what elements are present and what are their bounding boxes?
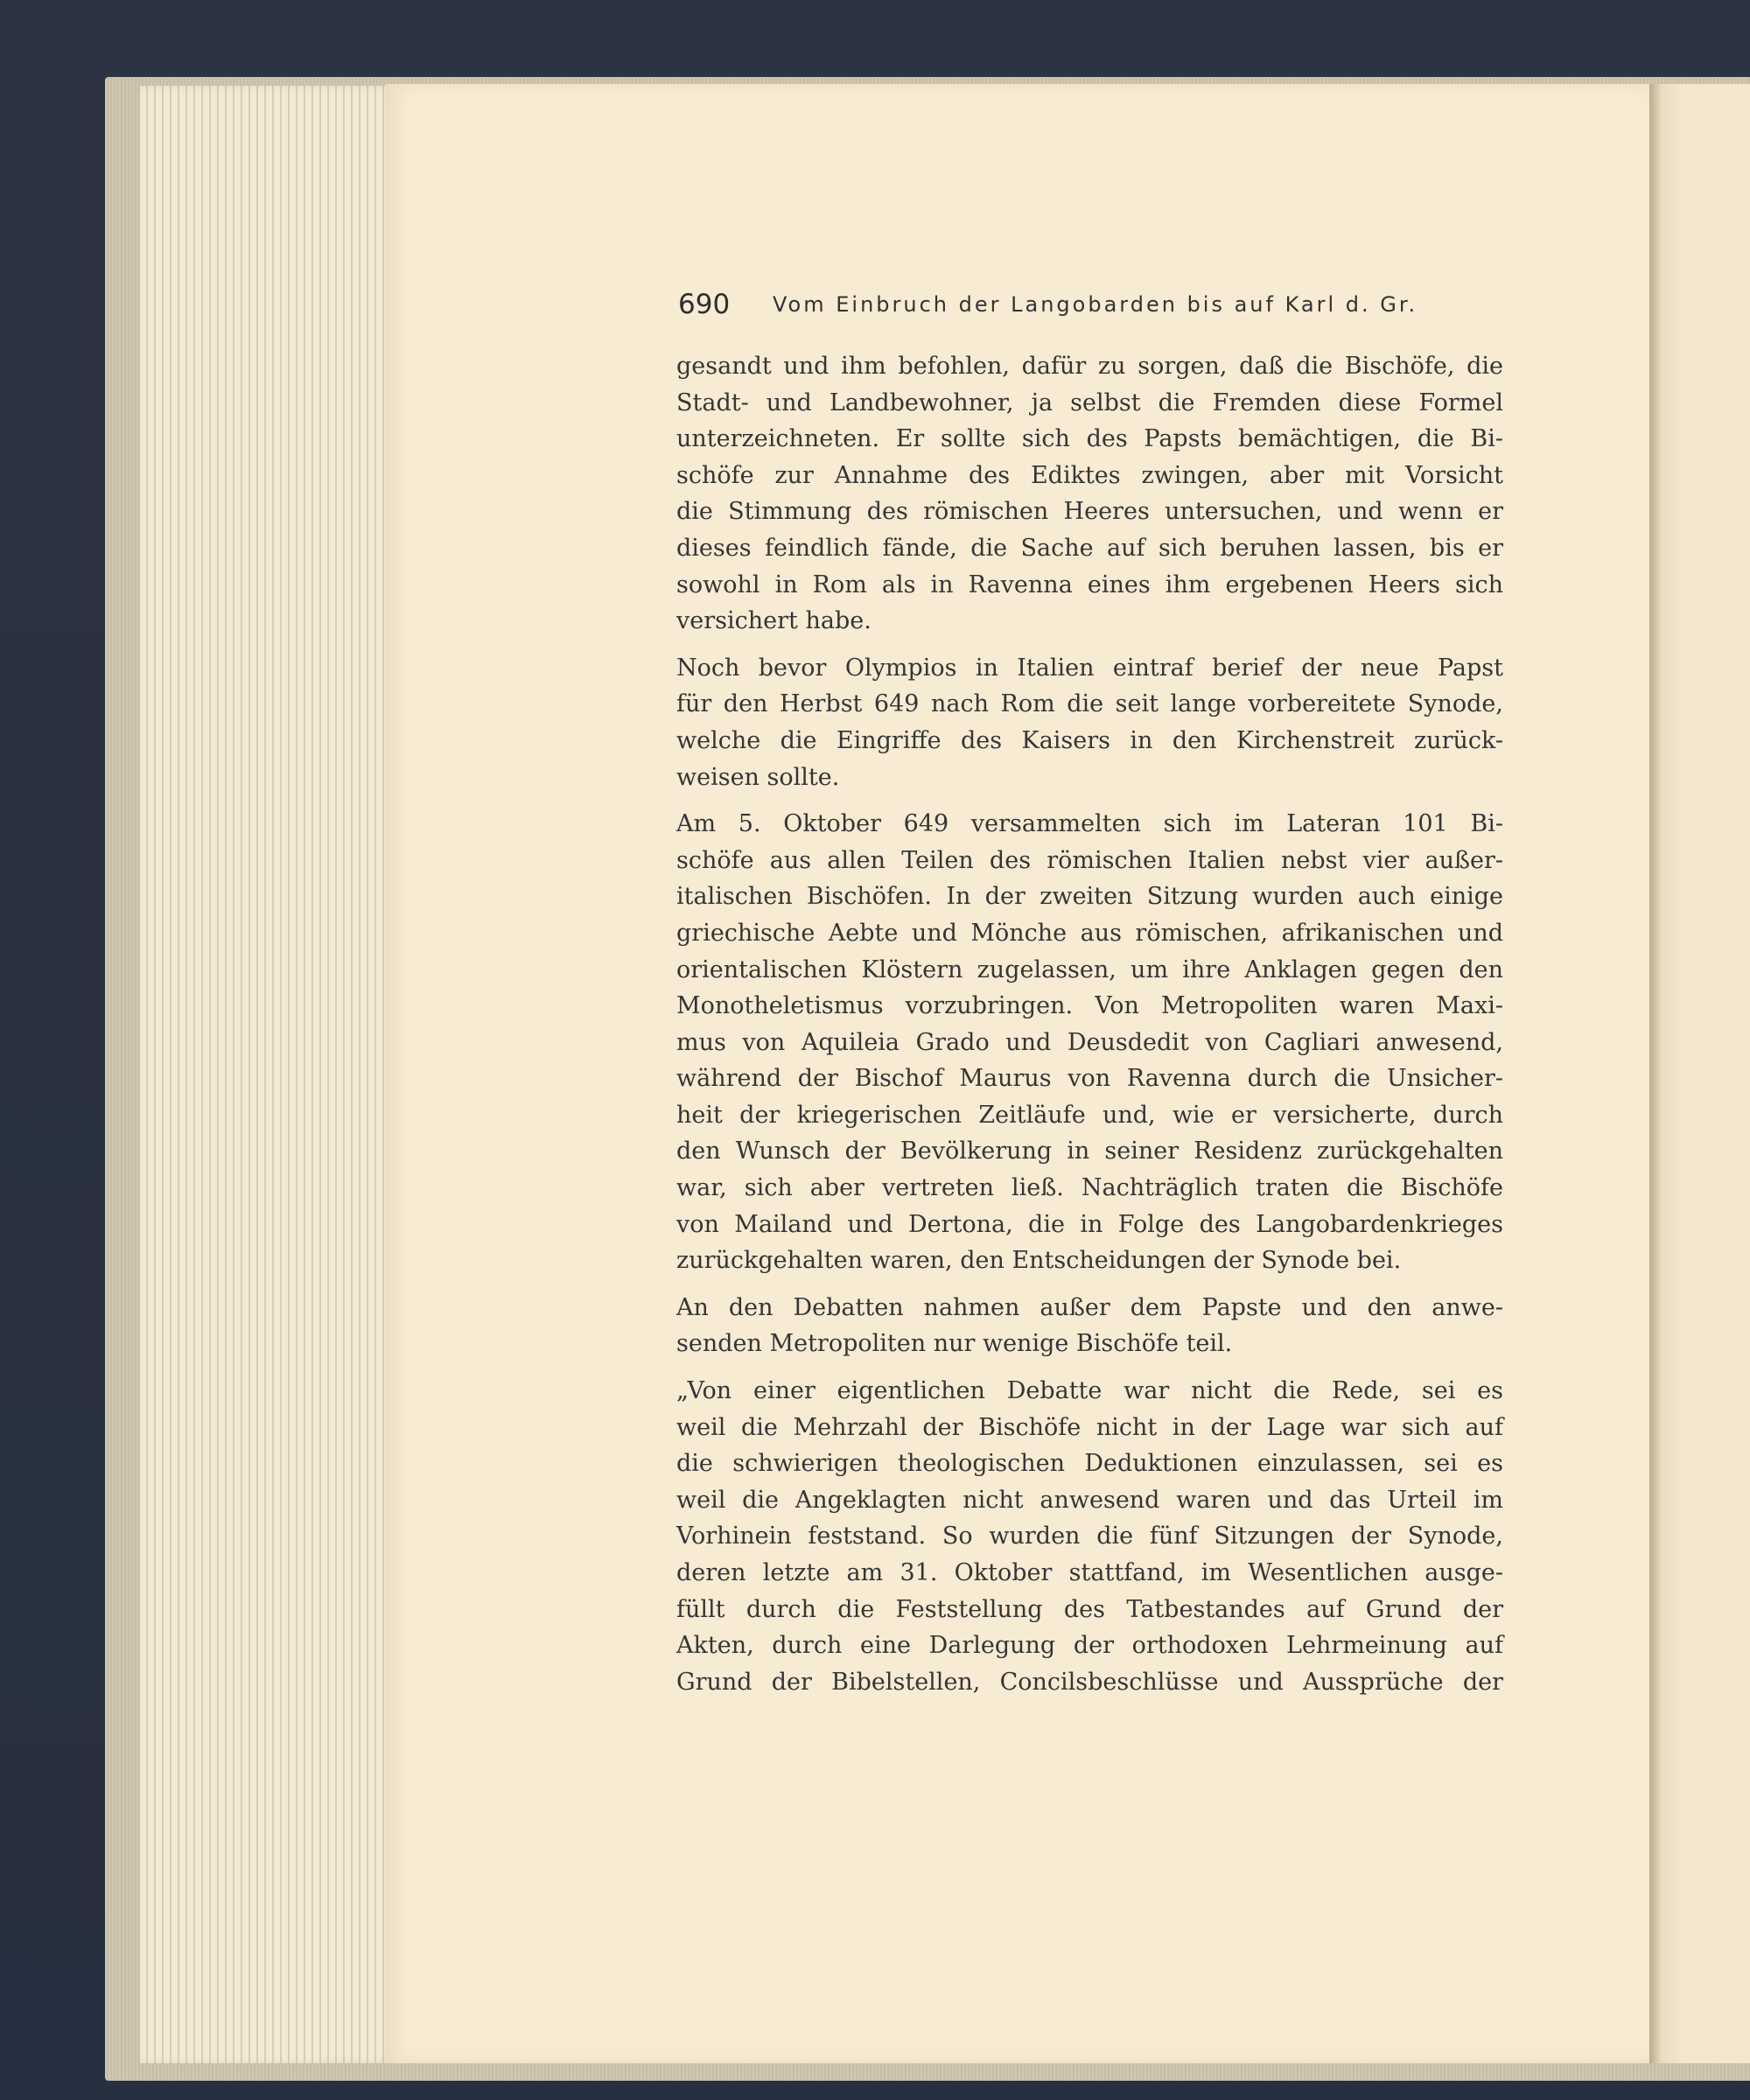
text-line: mus von Aquileia Grado und Deusdedit von Cagliari anwesend,: [676, 1028, 1503, 1056]
paragraph: [676, 348, 1503, 640]
text-line: die Stimmung des römischen Heeres untersuchen, und wenn er: [676, 498, 1503, 526]
text-line: Monotheletismus vorzubringen. Von Metropoliten waren Maxi-: [676, 992, 1503, 1020]
text-line: deren letzte am 31. Oktober stattfand, im Wesentlichen ausge-: [676, 1559, 1503, 1586]
text-line: An den Debatten nahmen außer dem Papste und den anwe-: [676, 1293, 1503, 1321]
paragraph: [676, 650, 1503, 795]
text-line: schöfe aus allen Teilen des römischen Italien nebst vier außer-: [676, 846, 1503, 874]
paragraph: [676, 806, 1503, 1279]
text-line: orientalischen Klöstern zugelassen, um ihre Anklagen gegen den: [676, 956, 1503, 984]
text-line: während der Bischof Maurus von Ravenna durch die Unsicher-: [676, 1065, 1503, 1093]
paragraph: [676, 1373, 1503, 1700]
page-header: [678, 289, 1422, 327]
text-line: Stadt- und Landbewohner, ja selbst die Fremden diese Formel: [676, 388, 1503, 416]
text-line: „Von einer eigentlichen Debatte war nicht die Rede, sei es: [676, 1377, 1503, 1405]
text-line: Grund der Bibelstellen, Concilsbeschlüsse und Aussprüche der: [676, 1668, 1503, 1696]
text-line: weil die Angeklagten nicht anwesend waren und das Urteil im: [676, 1486, 1503, 1514]
text-line: schöfe zur Annahme des Ediktes zwingen, aber mit Vorsicht: [676, 461, 1503, 489]
text-line: griechische Aebte und Mönche aus römischen, afrikanischen und: [676, 919, 1503, 947]
text-line: unterzeichneten. Er sollte sich des Papsts bemächtigen, die Bi-: [676, 425, 1503, 453]
text-line: den Wunsch der Bevölkerung in seiner Residenz zurückgehalten: [676, 1138, 1503, 1166]
text-line: welche die Eingriffe des Kaisers in den Kirchenstreit zurück-: [676, 726, 1503, 754]
text-line: heit der kriegerischen Zeitläufe und, wie er versicherte, durch: [676, 1101, 1503, 1129]
text-line: gesandt und ihm befohlen, dafür zu sorgen, daß die Bischöfe, die: [676, 353, 1503, 380]
text-line: italischen Bischöfen. In der zweiten Sitzung wurden auch einige: [676, 883, 1503, 911]
text-line: von Mailand und Dertona, die in Folge des Langobardenkrieges: [676, 1210, 1503, 1238]
text-line: Akten, durch eine Darlegung der orthodoxen Lehrmeinung auf: [676, 1632, 1503, 1660]
text-line: die schwierigen theologischen Deduktionen einzulassen, sei es: [676, 1450, 1503, 1478]
body-text: [676, 348, 1503, 1711]
running-head: Vom Einbruch der Langobarden bis auf Karl d. Gr.: [773, 292, 1418, 317]
page-number: 690: [678, 289, 731, 320]
text-line: versichert habe.: [676, 607, 872, 635]
paragraph: [676, 1290, 1503, 1362]
page-edges: [140, 86, 394, 2063]
text-line: Vorhinein feststand. So wurden die fünf Sitzungen der Synode,: [676, 1522, 1503, 1550]
text-line: weil die Mehrzahl der Bischöfe nicht in der Lage war sich auf: [676, 1413, 1503, 1441]
text-line: dieses feindlich fände, die Sache auf sich beruhen lassen, bis er: [676, 534, 1503, 562]
text-line: sowohl in Rom als in Ravenna eines ihm ergebenen Heers sich: [676, 570, 1503, 598]
text-line: für den Herbst 649 nach Rom die seit lange vorbereitete Synode,: [676, 690, 1503, 718]
text-line: zurückgehalten waren, den Entscheidungen der Synode bei.: [676, 1247, 1402, 1275]
text-line: füllt durch die Feststellung des Tatbestandes auf Grund der: [676, 1595, 1503, 1623]
text-line: war, sich aber vertreten ließ. Nachträglich traten die Bischöfe: [676, 1174, 1503, 1202]
text-line: Am 5. Oktober 649 versammelten sich im Lateran 101 Bi-: [676, 810, 1503, 838]
text-line: weisen sollte.: [676, 763, 840, 791]
text-line: Noch bevor Olympios in Italien eintraf berief der neue Papst: [676, 654, 1503, 682]
next-page-edge: [1649, 84, 1750, 2063]
text-line: senden Metropoliten nur wenige Bischöfe teil.: [676, 1330, 1233, 1358]
